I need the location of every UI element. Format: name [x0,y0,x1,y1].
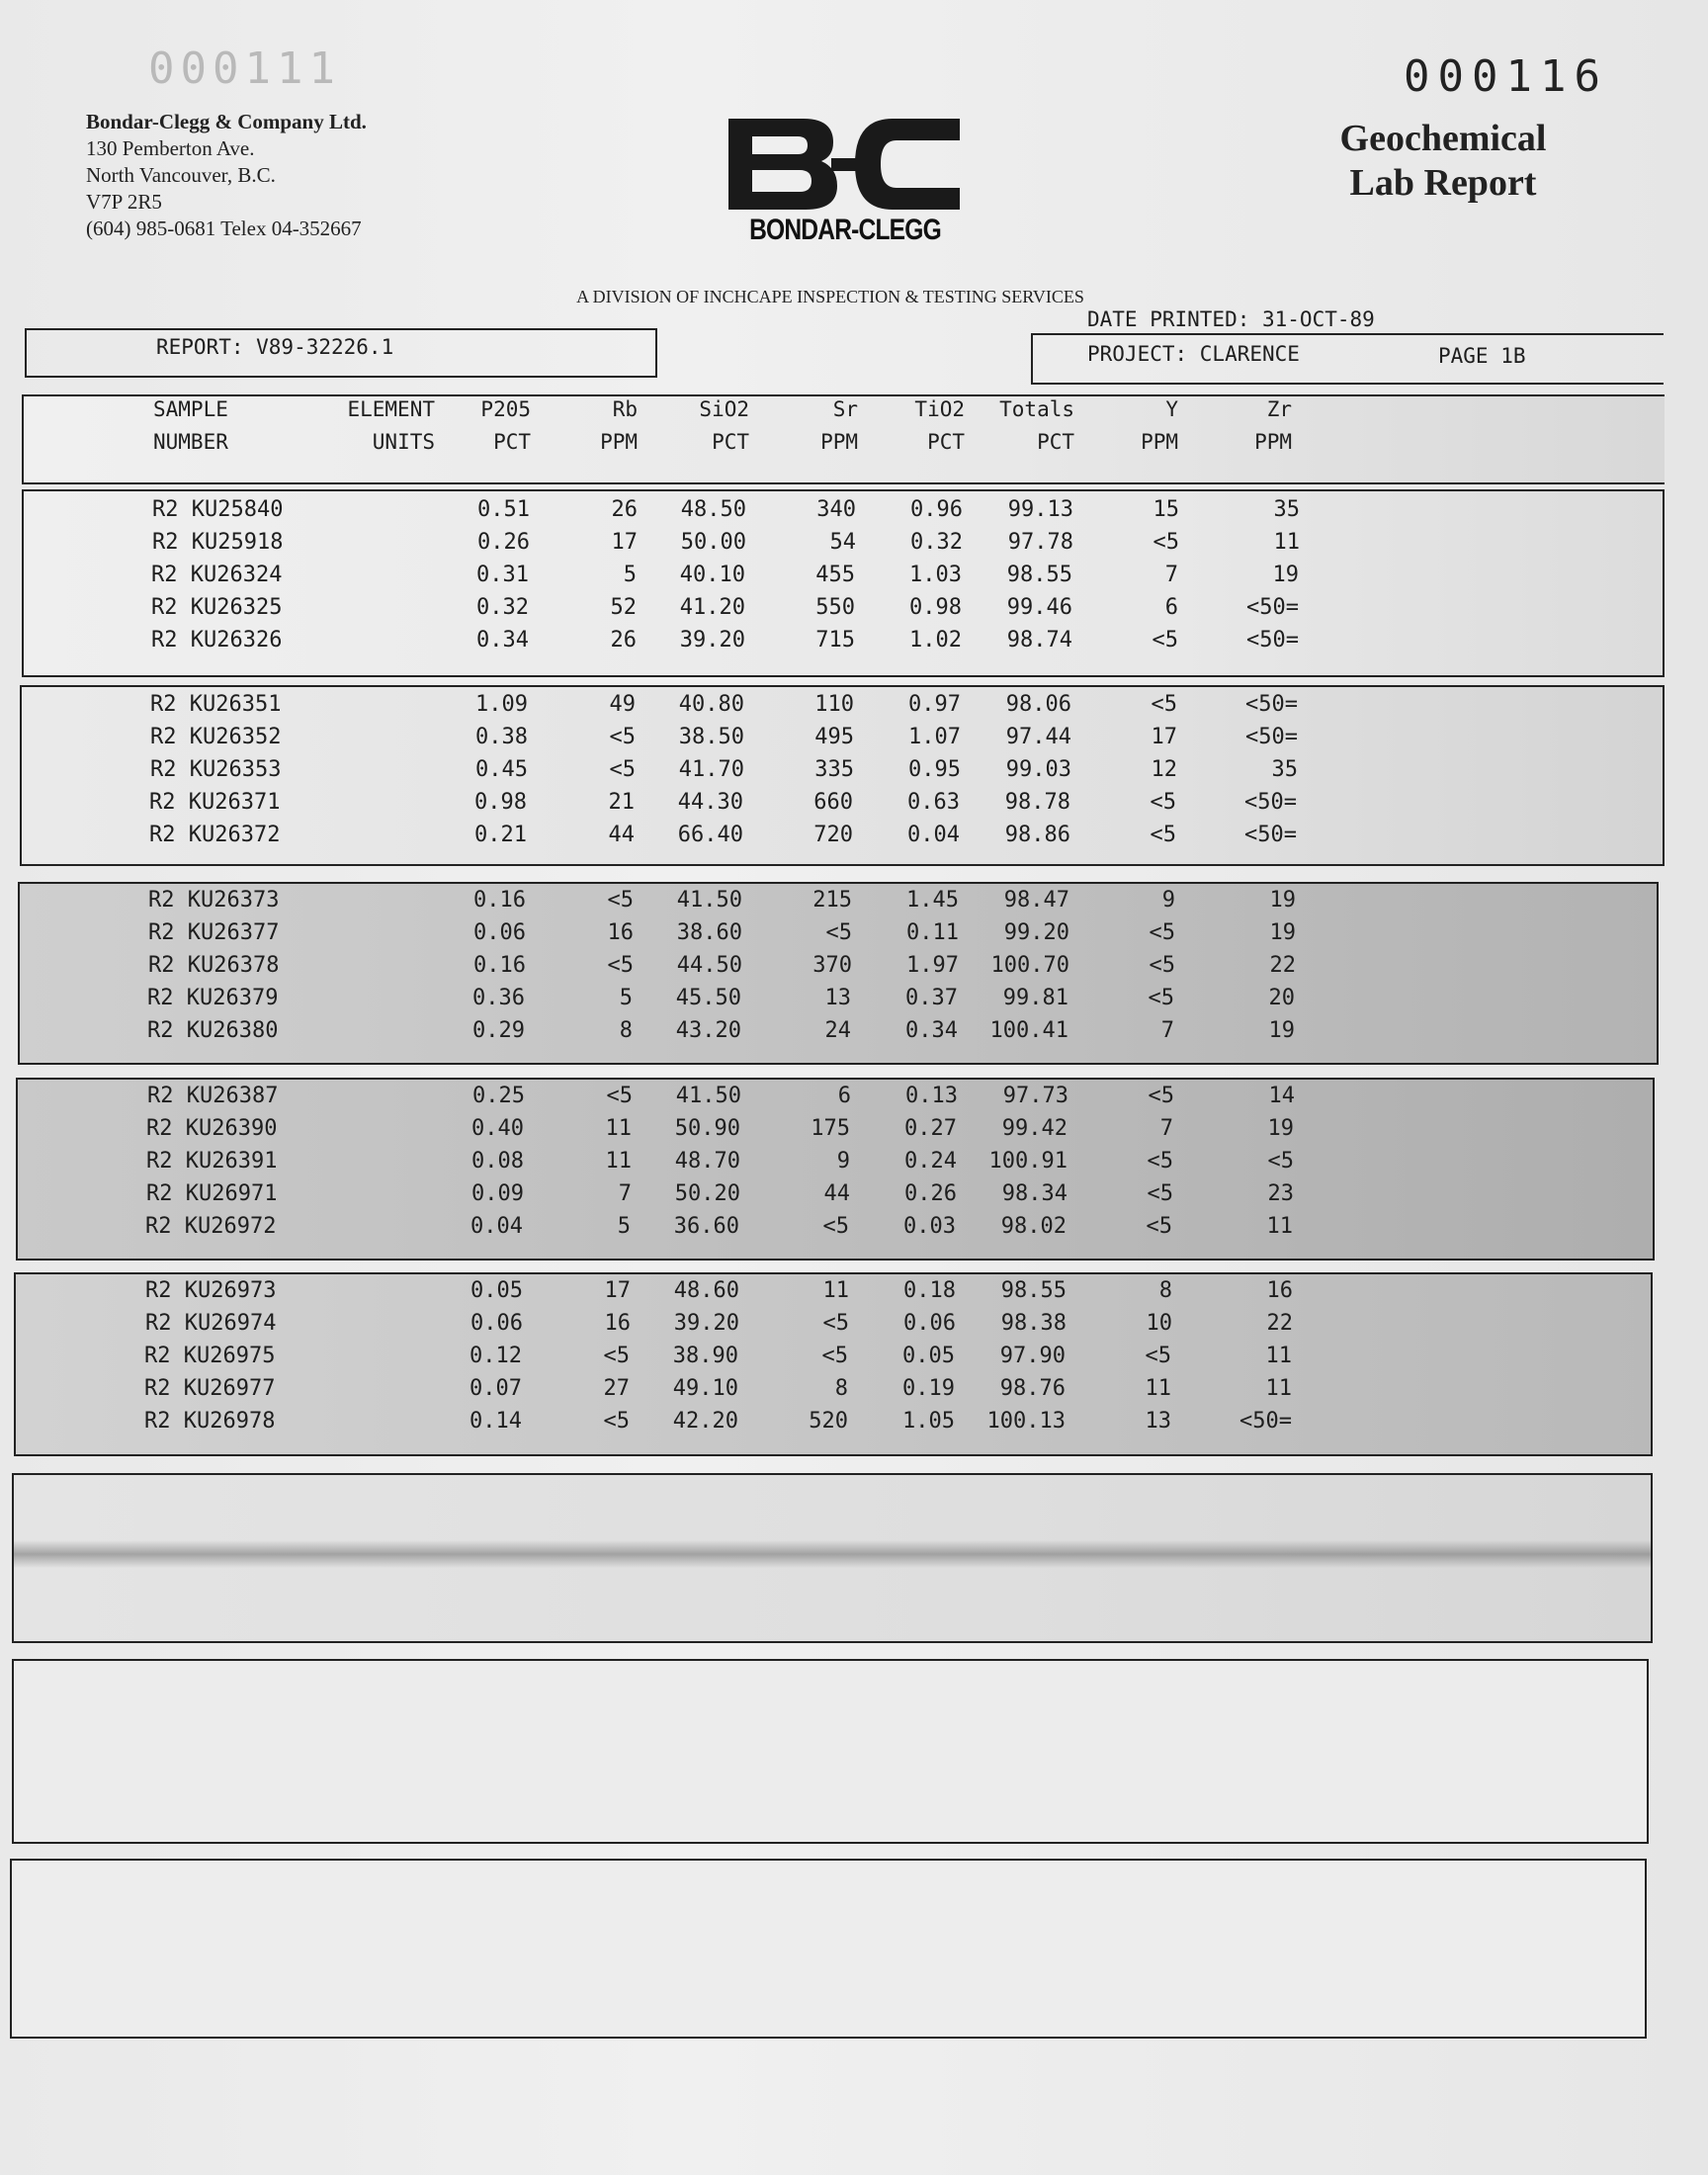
sample-number-cell: R2 KU25918 [152,530,284,555]
sio2-cell: 48.70 [674,1149,740,1174]
table-row [0,1211,1673,1243]
sr-cell: 520 [809,1409,848,1434]
p2o5-cell: 0.07 [470,1376,522,1401]
sample-number-cell: R2 KU26373 [148,888,280,913]
sio2-cell: 44.30 [677,790,743,815]
project-name: PROJECT: CLARENCE [1087,342,1300,366]
totals-cell: 99.03 [1005,757,1071,782]
sr-cell: 715 [815,628,855,652]
sample-number-cell: R2 KU26973 [145,1278,277,1303]
rb-cell: 26 [611,497,638,522]
address-line: V7P 2R5 [86,190,162,214]
totals-cell: 99.20 [1003,920,1069,945]
column-header-line1: SiO2 [699,397,749,421]
zr-cell: 19 [1272,563,1299,587]
table-row [0,1373,1672,1405]
table-row [0,1015,1675,1047]
sample-number-cell: R2 KU26371 [149,790,281,815]
rb-cell: 5 [619,986,633,1010]
zr-cell: 11 [1265,1376,1292,1401]
zr-cell: 11 [1266,1214,1293,1239]
tio2-cell: 0.34 [905,1018,958,1043]
rb-cell: <5 [609,757,636,782]
tio2-cell: 0.27 [904,1116,957,1141]
y-cell: <5 [1146,1214,1172,1239]
rb-cell: <5 [607,953,634,978]
totals-cell: 97.73 [1002,1084,1068,1108]
zr-cell: 11 [1265,1344,1292,1368]
sr-cell: 550 [815,595,855,620]
tio2-cell: 0.13 [905,1084,958,1108]
table-row [0,1341,1672,1372]
p2o5-cell: 0.16 [473,888,526,913]
zr-cell: <5 [1267,1149,1294,1174]
p2o5-cell: 0.29 [472,1018,525,1043]
p2o5-cell: 0.21 [474,823,527,847]
sio2-cell: 40.10 [679,563,745,587]
tio2-cell: 1.05 [902,1409,955,1434]
tio2-cell: 0.03 [903,1214,956,1239]
rb-cell: 11 [605,1149,632,1174]
sr-cell: 495 [814,725,854,749]
y-cell: <5 [1150,823,1176,847]
sample-number-cell: R2 KU26377 [148,920,280,945]
tio2-cell: 0.19 [902,1376,955,1401]
column-header-line2: PCT [493,430,531,454]
sample-number-cell: R2 KU26971 [146,1181,278,1206]
totals-cell: 98.47 [1003,888,1069,913]
rb-cell: 49 [609,692,636,717]
y-cell: <5 [1147,1149,1173,1174]
rb-cell: 17 [611,530,638,555]
sio2-cell: 41.70 [678,757,744,782]
table-row [0,527,1680,559]
p2o5-cell: 0.40 [471,1116,524,1141]
column-header-line1: TiO2 [914,397,965,421]
y-cell: 9 [1161,888,1175,913]
p2o5-cell: 0.06 [470,1311,523,1336]
p2o5-cell: 0.25 [472,1084,525,1108]
y-cell: <5 [1151,692,1177,717]
tio2-cell: 0.04 [907,823,960,847]
sr-cell: <5 [825,920,852,945]
rb-cell: 52 [610,595,637,620]
column-header-line1: Zr [1266,397,1292,421]
logo-wordmark: BONDAR-CLEGG [749,214,941,246]
y-cell: 12 [1151,757,1177,782]
rb-cell: 7 [618,1181,632,1206]
sio2-cell: 48.50 [680,497,746,522]
totals-cell: 99.42 [1001,1116,1068,1141]
division-line: A DIVISION OF INCHCAPE INSPECTION & TESTING SERVICES [576,287,1084,306]
column-header-line1: ELEMENT [347,397,435,421]
rb-cell: 8 [619,1018,633,1043]
sr-cell: 455 [815,563,855,587]
sio2-cell: 38.50 [678,725,744,749]
sr-cell: 720 [813,823,853,847]
sample-number-cell: R2 KU26975 [144,1344,276,1368]
zr-cell: 19 [1268,1018,1295,1043]
sample-number-cell: R2 KU26325 [151,595,283,620]
sample-number-cell: R2 KU26972 [145,1214,277,1239]
company-address [86,109,367,242]
table-row [0,885,1676,916]
sample-number-cell: R2 KU26372 [149,823,281,847]
tio2-cell: 0.26 [904,1181,957,1206]
sio2-cell: 66.40 [677,823,743,847]
zr-cell: 11 [1273,530,1300,555]
y-cell: <5 [1152,628,1178,652]
y-cell: 6 [1164,595,1178,620]
totals-cell: 99.46 [1006,595,1072,620]
sio2-cell: 50.20 [674,1181,740,1206]
table-row [0,1113,1674,1145]
table-row [0,1308,1673,1340]
sio2-cell: 45.50 [675,986,741,1010]
totals-cell: 98.55 [1006,563,1072,587]
column-header-line2: UNITS [372,430,435,454]
totals-cell: 99.81 [1002,986,1068,1010]
zr-cell: 20 [1268,986,1295,1010]
zr-cell: <50= [1244,823,1297,847]
rb-cell: 16 [607,920,634,945]
tio2-cell: 0.63 [907,790,960,815]
table-row [0,754,1678,786]
zr-cell: 19 [1269,888,1296,913]
sample-number-cell: R2 KU26324 [151,563,283,587]
table-row [0,689,1678,721]
sample-number-cell: R2 KU25840 [152,497,284,522]
tio2-cell: 1.45 [906,888,959,913]
sr-cell: 8 [834,1376,848,1401]
rb-cell: 5 [617,1214,631,1239]
zr-cell: 23 [1267,1181,1294,1206]
sample-number-cell: R2 KU26978 [144,1409,276,1434]
sio2-cell: 38.60 [676,920,742,945]
tio2-cell: 0.32 [910,530,963,555]
p2o5-cell: 0.16 [473,953,526,978]
totals-cell: 98.86 [1004,823,1070,847]
totals-cell: 98.02 [1000,1214,1067,1239]
y-cell: 7 [1160,1018,1174,1043]
column-header-line2: PPM [1141,430,1178,454]
sio2-cell: 39.20 [673,1311,739,1336]
p2o5-cell: 0.12 [470,1344,522,1368]
sr-cell: 660 [813,790,853,815]
zr-cell: <50= [1246,628,1299,652]
table-row [0,983,1675,1014]
p2o5-cell: 0.45 [475,757,528,782]
table-row [0,722,1678,753]
page-label: PAGE 1B [1438,344,1526,368]
y-cell: <5 [1149,953,1175,978]
p2o5-cell: 0.04 [470,1214,523,1239]
sample-number-cell: R2 KU26351 [150,692,282,717]
sr-cell: 335 [814,757,854,782]
totals-cell: 100.70 [990,953,1069,978]
totals-cell: 100.91 [988,1149,1068,1174]
faint-document-number: 000111 [148,44,341,94]
zr-cell: 14 [1268,1084,1295,1108]
sample-number-cell: R2 KU26352 [150,725,282,749]
y-cell: <5 [1150,790,1176,815]
tio2-cell: 1.02 [909,628,962,652]
sample-number-cell: R2 KU26379 [147,986,279,1010]
column-header-line1: P205 [480,397,531,421]
title-line: Geochemical [1339,118,1547,159]
sample-number-cell: R2 KU26326 [151,628,283,652]
zr-cell: <50= [1245,725,1298,749]
sio2-cell: 39.20 [679,628,745,652]
zr-cell: 19 [1269,920,1296,945]
table-row [0,950,1676,982]
y-cell: 13 [1145,1409,1171,1434]
tio2-cell: 0.06 [903,1311,956,1336]
totals-cell: 100.13 [986,1409,1066,1434]
sr-cell: 175 [811,1116,850,1141]
sample-number-cell: R2 KU26387 [147,1084,279,1108]
totals-cell: 100.41 [989,1018,1068,1043]
column-header-line2: NUMBER [153,430,228,454]
company-name: Bondar-Clegg & Company Ltd. [86,110,367,133]
sr-cell: 54 [829,530,856,555]
sio2-cell: 42.20 [672,1409,738,1434]
p2o5-cell: 0.32 [476,595,529,620]
sr-cell: <5 [821,1344,848,1368]
rb-cell: 5 [623,563,637,587]
tio2-cell: 1.97 [906,953,959,978]
column-header-line2: PPM [1254,430,1292,454]
zr-cell: <50= [1245,692,1298,717]
empty-group-box [10,1859,1647,2039]
y-cell: 15 [1153,497,1179,522]
sr-cell: 11 [822,1278,849,1303]
zr-cell: 35 [1271,757,1298,782]
sr-cell: 44 [823,1181,850,1206]
table-row [0,1081,1675,1112]
zr-cell: 16 [1266,1278,1293,1303]
tio2-cell: 0.11 [906,920,959,945]
p2o5-cell: 0.06 [473,920,526,945]
tio2-cell: 0.95 [908,757,961,782]
column-header-line2: PCT [712,430,749,454]
sio2-cell: 50.90 [674,1116,740,1141]
p2o5-cell: 1.09 [475,692,528,717]
tio2-cell: 0.18 [903,1278,956,1303]
totals-cell: 98.78 [1004,790,1070,815]
sio2-cell: 36.60 [673,1214,739,1239]
rb-cell: <5 [607,888,634,913]
y-cell: 17 [1151,725,1177,749]
table-row [0,560,1679,591]
address-line: North Vancouver, B.C. [86,163,276,187]
tio2-cell: 0.97 [908,692,961,717]
sample-number-cell: R2 KU26391 [146,1149,278,1174]
column-header-line1: Sr [832,397,858,421]
zr-cell: <50= [1246,595,1299,620]
table-row [0,1178,1674,1210]
tio2-cell: 0.24 [904,1149,957,1174]
totals-cell: 97.78 [1007,530,1073,555]
title-line: Lab Report [1349,162,1537,204]
rb-cell: 16 [604,1311,631,1336]
column-header-line1: Y [1165,397,1178,421]
totals-cell: 97.90 [999,1344,1066,1368]
sample-number-cell: R2 KU26390 [146,1116,278,1141]
totals-cell: 98.06 [1005,692,1071,717]
sample-number-cell: R2 KU26378 [148,953,280,978]
sr-cell: 24 [824,1018,851,1043]
sample-number-cell: R2 KU26380 [147,1018,279,1043]
y-cell: <5 [1147,1181,1173,1206]
sio2-cell: 38.90 [672,1344,738,1368]
y-cell: 11 [1145,1376,1171,1401]
table-row [0,787,1677,819]
column-header-line2: PCT [927,430,965,454]
totals-cell: 97.44 [1005,725,1071,749]
table-row [0,1406,1672,1437]
column-header-line1: SAMPLE [153,397,228,421]
rb-cell: 26 [610,628,637,652]
column-header-line1: Totals [999,397,1074,421]
sr-cell: 215 [812,888,852,913]
table-row [0,820,1677,851]
sio2-cell: 44.50 [676,953,742,978]
zr-cell: <50= [1244,790,1297,815]
address-line: 130 Pemberton Ave. [86,136,255,160]
p2o5-cell: 0.05 [470,1278,523,1303]
tio2-cell: 1.07 [908,725,961,749]
p2o5-cell: 0.14 [470,1409,522,1434]
sample-number-cell: R2 KU26974 [145,1311,277,1336]
p2o5-cell: 0.38 [475,725,528,749]
sr-cell: <5 [822,1311,849,1336]
zr-cell: 22 [1269,953,1296,978]
document-number: 000116 [1404,51,1608,102]
p2o5-cell: 0.34 [476,628,529,652]
y-cell: <5 [1153,530,1179,555]
y-cell: <5 [1149,920,1175,945]
sr-cell: 9 [836,1149,850,1174]
column-header-line1: Rb [612,397,638,421]
zr-cell: 35 [1273,497,1300,522]
column-header-line2: PPM [600,430,638,454]
y-cell: <5 [1145,1344,1171,1368]
sample-number-cell: R2 KU26977 [144,1376,276,1401]
sio2-cell: 41.50 [675,1084,741,1108]
table-row [0,1146,1674,1177]
y-cell: 7 [1159,1116,1173,1141]
report-title [1305,117,1581,206]
p2o5-cell: 0.98 [474,790,527,815]
zr-cell: <50= [1239,1409,1292,1434]
sio2-cell: 49.10 [672,1376,738,1401]
sr-cell: 370 [812,953,852,978]
rb-cell: <5 [603,1409,630,1434]
column-header-line2: PCT [1037,430,1074,454]
y-cell: <5 [1148,986,1174,1010]
rb-cell: <5 [609,725,636,749]
totals-cell: 98.76 [999,1376,1066,1401]
totals-cell: 98.34 [1001,1181,1068,1206]
tio2-cell: 1.03 [909,563,962,587]
y-cell: <5 [1148,1084,1174,1108]
p2o5-cell: 0.26 [477,530,530,555]
table-row [0,494,1680,526]
sr-cell: 13 [824,986,851,1010]
sio2-cell: 40.80 [678,692,744,717]
sr-cell: 340 [816,497,856,522]
address-line: (604) 985-0681 Telex 04-352667 [86,217,362,240]
tio2-cell: 0.96 [910,497,963,522]
sio2-cell: 48.60 [673,1278,739,1303]
rb-cell: 17 [604,1278,631,1303]
sr-cell: 6 [837,1084,851,1108]
totals-cell: 98.38 [1000,1311,1067,1336]
date-printed: DATE PRINTED: 31-OCT-89 [1087,307,1375,331]
rb-cell: 27 [603,1376,630,1401]
tio2-cell: 0.05 [902,1344,955,1368]
sample-number-cell: R2 KU26353 [150,757,282,782]
tio2-cell: 0.37 [905,986,958,1010]
sio2-cell: 41.20 [679,595,745,620]
zr-cell: 19 [1267,1116,1294,1141]
tio2-cell: 0.98 [909,595,962,620]
zr-cell: 22 [1266,1311,1293,1336]
table-row [0,592,1679,624]
totals-cell: 99.13 [1007,497,1073,522]
scan-smudge [14,1540,1651,1568]
sio2-cell: 43.20 [675,1018,741,1043]
y-cell: 8 [1158,1278,1172,1303]
p2o5-cell: 0.31 [476,563,529,587]
sr-cell: <5 [822,1214,849,1239]
p2o5-cell: 0.36 [472,986,525,1010]
sio2-cell: 41.50 [676,888,742,913]
rb-cell: 11 [605,1116,632,1141]
rb-cell: <5 [603,1344,630,1368]
table-row [0,625,1679,656]
sio2-cell: 50.00 [680,530,746,555]
table-row [0,1275,1673,1307]
y-cell: 7 [1164,563,1178,587]
p2o5-cell: 0.09 [471,1181,524,1206]
y-cell: 10 [1146,1311,1172,1336]
totals-cell: 98.74 [1006,628,1072,652]
sr-cell: 110 [814,692,854,717]
column-header-line2: PPM [820,430,858,454]
p2o5-cell: 0.08 [471,1149,524,1174]
empty-group-box [12,1659,1649,1844]
rb-cell: 21 [608,790,635,815]
report-id: REPORT: V89-32226.1 [156,335,394,359]
totals-cell: 98.55 [1000,1278,1067,1303]
p2o5-cell: 0.51 [477,497,530,522]
table-row [0,917,1676,949]
rb-cell: 44 [608,823,635,847]
rb-cell: <5 [606,1084,633,1108]
